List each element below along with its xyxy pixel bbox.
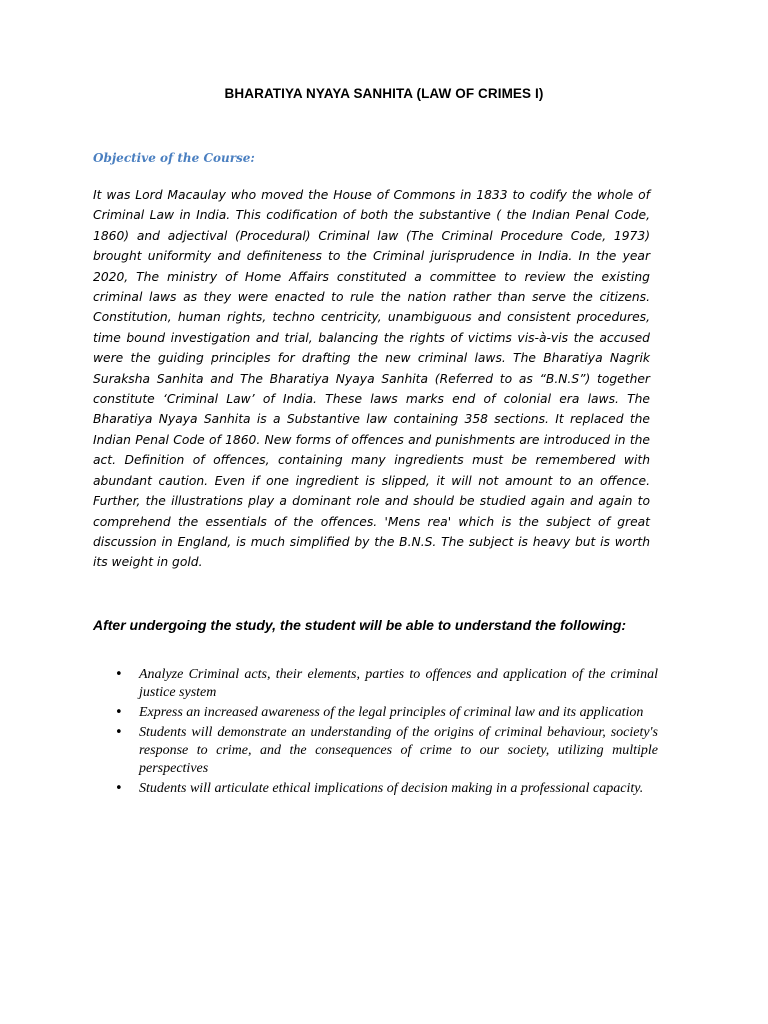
- list-item: [112, 780, 658, 798]
- bullet-icon: •: [115, 781, 123, 796]
- outcome-text: Students will articulate ethical implications of decision making in a professional capacity.: [139, 781, 644, 796]
- outcome-text: Students will demonstrate an understanding of the origins of criminal behaviour, society's response to crime, and the consequences of crime to our society, utilizing multiple perspectives: [139, 725, 658, 776]
- bullet-icon: •: [115, 667, 123, 682]
- document-title: BHARATIYA NYAYA SANHITA (LAW OF CRIMES I): [224, 86, 544, 101]
- list-item: [112, 666, 658, 702]
- objective-heading: Objective of the Course:: [93, 151, 255, 165]
- outcomes-heading: After undergoing the study, the student will be able to understand the following:: [93, 617, 627, 633]
- outcome-text: Analyze Criminal acts, their elements, parties to offences and application of the criminal justice system: [139, 667, 658, 700]
- list-item: [112, 724, 658, 778]
- outcomes-list: [112, 666, 658, 800]
- bullet-icon: •: [115, 705, 123, 720]
- objective-paragraph: It was Lord Macaulay who moved the House of Commons in 1833 to codify the whole of Criminal Law in India. This codification of both the substantive ( the Indian Penal Code, 1860) and adjectival (Procedural) Criminal law (The Criminal Procedure Code, 1973) brought uniformity and definiteness to the Criminal jurisprudence in India. In the year 2020, The ministry of Home Affairs constituted a committee to review the existing criminal laws as they were enacted to rule the nation rather than serve the citizens. Constitution, human rights, techno centricity, unambiguous and consistent procedures, time bound investigation and trial, balancing the rights of victims vis-à-vis the accused were the guiding principles for drafting the new criminal laws. The Bharatiya Nagrik Suraksha Sanhita and The Bharatiya Nyaya Sanhita (Referred to as “B.N.S”) together constitute ‘Criminal Law’ of India. These laws marks end of colonial era laws. The Bharatiya Nyaya Sanhita is a Substantive law containing 358 sections. It replaced the Indian Penal Code of 1860. New forms of offences and punishments are introduced in the act. Definition of offences, containing many ingredients must be remembered with abundant caution. Even if one ingredient is slipped, it will not amount to an offence. Further, the illustrations play a dominant role and should be studied again and again to comprehend the essentials of the offences. 'Mens rea' which is the subject of great discussion in England, is much simplified by the B.N.S. The subject is heavy but is worth its weight in gold.: [93, 188, 650, 570]
- list-item: [112, 704, 658, 722]
- bullet-icon: •: [115, 725, 123, 740]
- outcome-text: Express an increased awareness of the legal principles of criminal law and its application: [139, 705, 644, 720]
